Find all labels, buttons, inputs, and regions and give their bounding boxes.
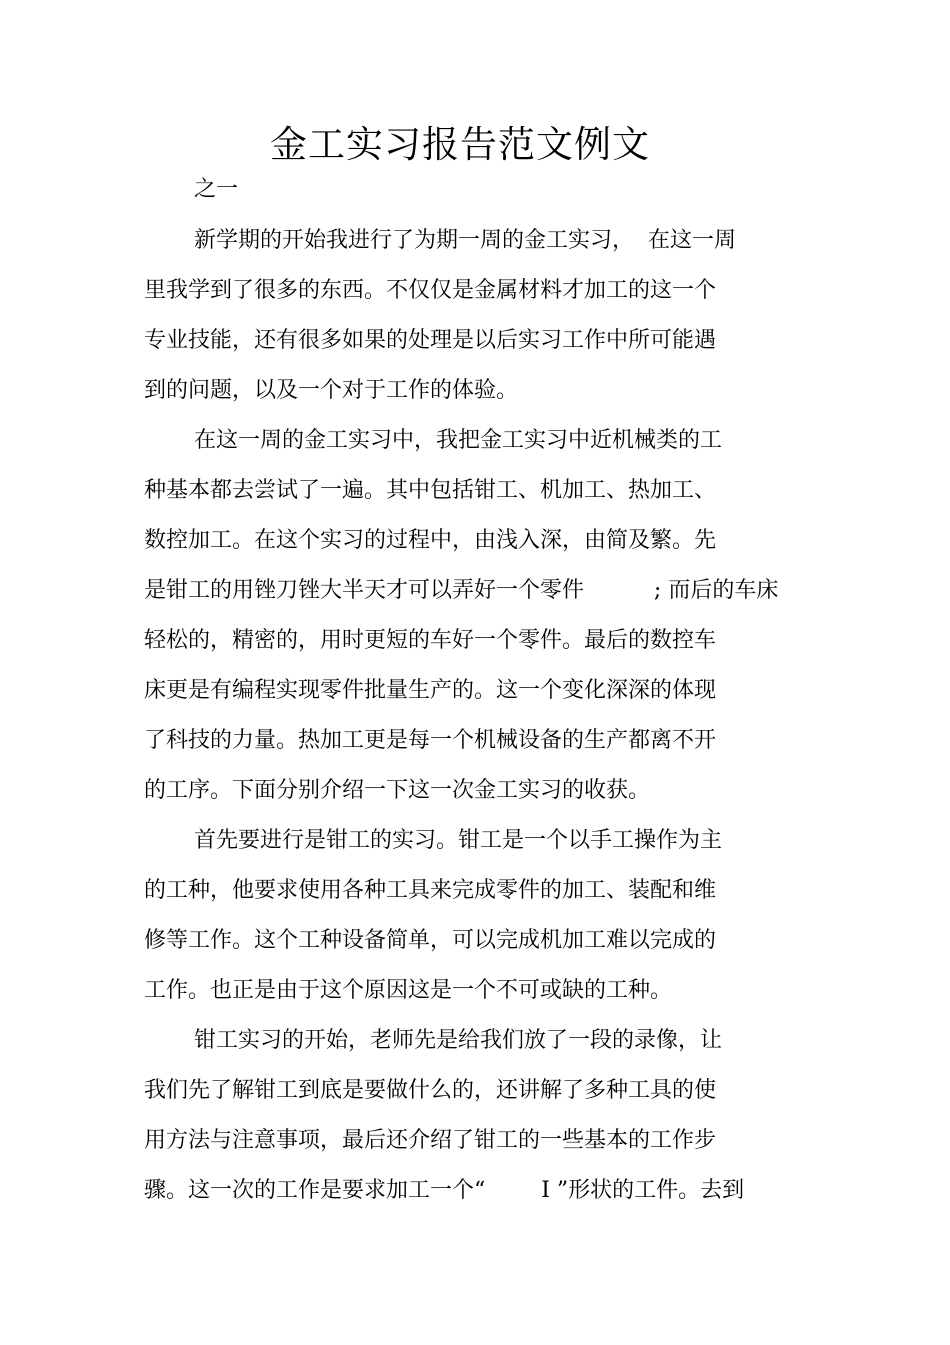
paragraph-line: 首先要进行是钳工的实习。钳工是一个以手工操作为主 (194, 828, 723, 853)
paragraph-line: 床更是有编程实现零件批量生产的。这一个变化深深的体现 (144, 678, 717, 703)
document-title: 金工实习报告范文例文 (270, 123, 650, 166)
paragraph-line: 修等工作。这个工种设备简单，可以完成机加工难以完成的 (144, 928, 717, 953)
paragraph-line: 骤。这一次的工作是要求加工一个“ I ”形状的工件。去到 (144, 1178, 745, 1203)
section-label: 之一 (194, 177, 239, 202)
paragraph-line: 用方法与注意事项，最后还介绍了钳工的一些基本的工作步 (144, 1128, 717, 1153)
paragraph-line: 了科技的力量。热加工更是每一个机械设备的生产都离不开 (144, 728, 717, 753)
paragraph-line: 种基本都去尝试了一遍。其中包括钳工、机加工、热加工、 (144, 478, 717, 503)
paragraph-line: 在这一周的金工实习中，我把金工实习中近机械类的工 (194, 428, 723, 453)
paragraph-line: 的工种，他要求使用各种工具来完成零件的加工、装配和维 (144, 878, 717, 903)
paragraph-line: 专业技能，还有很多如果的处理是以后实习工作中所可能遇 (144, 328, 717, 353)
paragraph-line: 工作。也正是由于这个原因这是一个不可或缺的工种。 (144, 978, 673, 1003)
paragraph-line: 轻松的，精密的，用时更短的车好一个零件。最后的数控车 (144, 628, 717, 653)
paragraph-line: 到的问题，以及一个对于工作的体验。 (144, 378, 519, 403)
paragraph-line: 钳工实习的开始，老师先是给我们放了一段的录像，让 (194, 1028, 723, 1053)
paragraph-line: 的工序。下面分别介绍一下这一次金工实习的收获。 (144, 778, 651, 803)
paragraph-line: 数控加工。在这个实习的过程中，由浅入深，由简及繁。先 (144, 528, 717, 553)
paragraph-line: 新学期的开始我进行了为期一周的金工实习， 在这一周 (194, 228, 736, 253)
paragraph-line: 里我学到了很多的东西。不仅仅是金属材料才加工的这一个 (144, 278, 717, 303)
paragraph-line: 我们先了解钳工到底是要做什么的，还讲解了多种工具的使 (144, 1078, 717, 1103)
paragraph-line: 是钳工的用锉刀锉大半天才可以弄好一个零件 ; 而后的车床 (144, 578, 779, 603)
